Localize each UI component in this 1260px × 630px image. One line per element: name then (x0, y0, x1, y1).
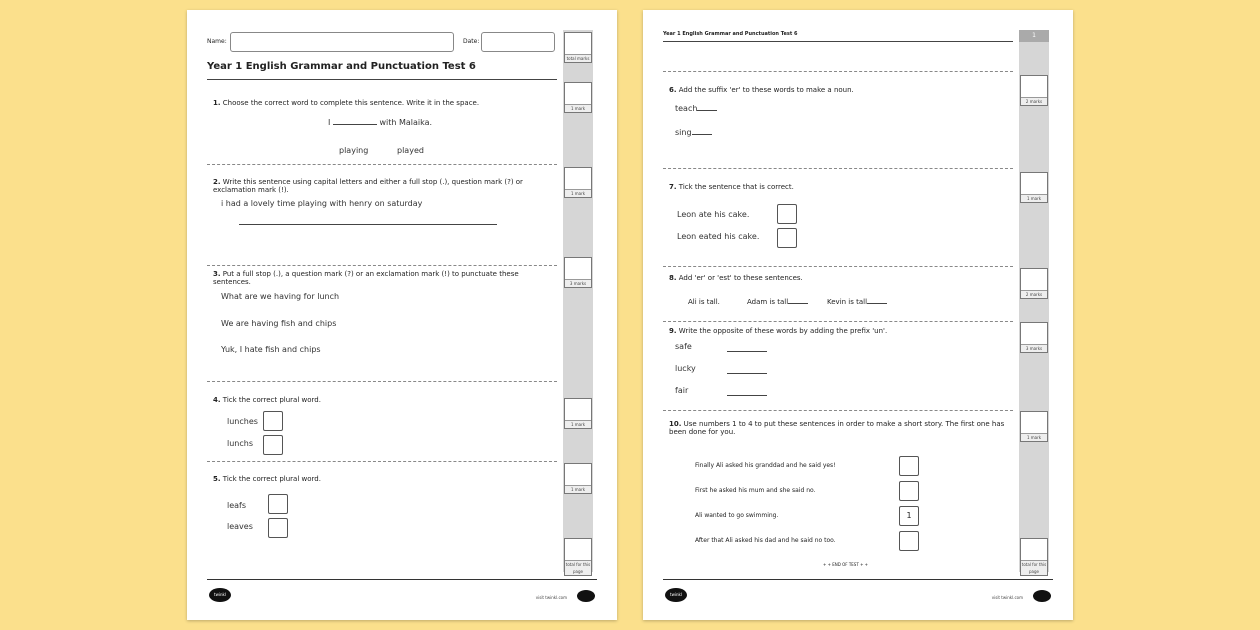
marks-sidebar (1019, 30, 1049, 572)
end-of-test-label: + + END OF TEST + + (823, 562, 869, 567)
footer-rule (207, 579, 597, 580)
footer-url: visit twinkl.com (991, 595, 1023, 600)
page-header: Year 1 English Grammar and Punctuation Test 6 (663, 31, 798, 37)
q3-sentence-1: What are we having for lunch (221, 292, 340, 301)
q8-sentence-1: Ali is tall. (688, 298, 720, 306)
twinkl-logo: twinkl (665, 588, 687, 602)
q7-marks-box[interactable]: 1 mark (1020, 172, 1048, 203)
q10-order-box-2[interactable] (899, 481, 919, 501)
q6-answer-line-1[interactable] (697, 110, 717, 111)
q1-marks-box[interactable]: 1 mark (564, 82, 592, 113)
q5-option-leaves: leaves (227, 522, 253, 531)
q2-sentence: i had a lovely time playing with henry on saturday (221, 199, 423, 208)
twinkl-badge-icon (577, 590, 595, 602)
q8-answer-line-3[interactable] (867, 303, 887, 304)
q10-order-box-1[interactable] (899, 456, 919, 476)
q4-option-lunchs: lunchs (227, 439, 253, 448)
q10-order-box-3[interactable]: 1 (899, 506, 919, 526)
q3-prompt: 3. Put a full stop (.), a question mark (?) or an exclamation mark (!) to punctuate these sentences. (213, 270, 519, 286)
page-number-badge: 1 (1019, 30, 1049, 42)
page-total-box[interactable]: total for this page (1020, 538, 1048, 576)
separator (207, 164, 557, 165)
q2-answer-line[interactable] (239, 224, 497, 225)
q10-prompt: 10. Use numbers 1 to 4 to put these sentences in order to make a short story. The first one has been done for you. (669, 420, 1005, 436)
separator (663, 266, 1013, 267)
q8-answer-line-2[interactable] (788, 303, 808, 304)
q7-tick-box-2[interactable] (777, 228, 797, 248)
worksheet-page-1 (187, 10, 617, 620)
q7-tick-box-1[interactable] (777, 204, 797, 224)
q9-marks-box[interactable]: 3 marks (1020, 322, 1048, 353)
worksheet-title: Year 1 English Grammar and Punctuation Test 6 (207, 61, 476, 72)
name-field[interactable] (230, 32, 454, 52)
q4-tick-box-1[interactable] (263, 411, 283, 431)
q5-option-leafs: leafs (227, 501, 247, 510)
separator (663, 71, 1013, 72)
q9-answer-line-1[interactable] (727, 351, 767, 352)
footer-rule (663, 579, 1053, 580)
q2-marks-box[interactable]: 1 mark (564, 167, 592, 198)
q7-option-1: Leon ate his cake. (677, 210, 750, 219)
separator (207, 381, 557, 382)
separator (663, 168, 1013, 169)
q9-word-3: fair (675, 386, 689, 395)
q10-order-box-4[interactable] (899, 531, 919, 551)
q3-sentence-3: Yuk, I hate fish and chips (221, 345, 321, 354)
q8-marks-box[interactable]: 2 marks (1020, 268, 1048, 299)
q9-word-1: safe (675, 342, 692, 351)
q7-prompt: 7. Tick the sentence that is correct. (669, 183, 794, 191)
separator (207, 265, 557, 266)
date-field[interactable] (481, 32, 555, 52)
q6-answer-line-2[interactable] (692, 134, 712, 135)
marks-sidebar (563, 30, 593, 572)
q7-option-2: Leon eated his cake. (677, 232, 760, 241)
q10-sentence-1: Finally Ali asked his granddad and he said yes! (695, 462, 836, 469)
page-total-box[interactable]: total for this page (564, 538, 592, 576)
q8-prompt: 8. Add 'er' or 'est' to these sentences. (669, 274, 803, 282)
q4-option-lunches: lunches (227, 417, 258, 426)
footer-url: visit twinkl.com (535, 595, 567, 600)
q6-marks-box[interactable]: 2 marks (1020, 75, 1048, 106)
q6-prompt: 6. Add the suffix 'er' to these words to make a noun. (669, 86, 854, 94)
q10-marks-box[interactable]: 1 mark (1020, 411, 1048, 442)
q3-marks-box[interactable]: 3 marks (564, 257, 592, 288)
title-rule (207, 79, 557, 80)
q1-sentence: I with Malaika. (328, 118, 433, 127)
separator (207, 461, 557, 462)
header-rule (663, 41, 1013, 42)
q9-answer-line-2[interactable] (727, 373, 767, 374)
q10-sentence-3: Ali wanted to go swimming. (695, 512, 779, 519)
separator (663, 321, 1013, 322)
q1-answer-line[interactable] (333, 124, 377, 125)
q4-marks-box[interactable]: 1 mark (564, 398, 592, 429)
date-label: Date: (463, 38, 480, 45)
q8-sentence-2: Adam is tall (747, 298, 808, 306)
q3-sentence-2: We are having fish and chips (221, 319, 337, 328)
q4-prompt: 4. Tick the correct plural word. (213, 396, 321, 404)
q8-sentence-3: Kevin is tall (827, 298, 887, 306)
total-marks-box[interactable]: total marks (564, 32, 592, 63)
q5-marks-box[interactable]: 1 mark (564, 463, 592, 494)
q1-prompt: 1. Choose the correct word to complete this sentence. Write it in the space. (213, 99, 480, 107)
q5-prompt: 5. Tick the correct plural word. (213, 475, 321, 483)
worksheet-page-2 (643, 10, 1073, 620)
q5-tick-box-2[interactable] (268, 518, 288, 538)
twinkl-badge-icon (1033, 590, 1051, 602)
q9-answer-line-3[interactable] (727, 395, 767, 396)
q1-option-played: played (397, 146, 424, 155)
q9-prompt: 9. Write the opposite of these words by adding the prefix 'un'. (669, 327, 888, 335)
twinkl-logo: twinkl (209, 588, 231, 602)
q2-prompt: 2. Write this sentence using capital letters and either a full stop (.), question mark (?) or exclamation mark (!). (213, 178, 523, 194)
q6-word-2: sing (675, 128, 712, 137)
q10-sentence-2: First he asked his mum and she said no. (695, 487, 816, 494)
name-label: Name: (207, 38, 227, 45)
q1-option-playing: playing (339, 146, 369, 155)
q5-tick-box-1[interactable] (268, 494, 288, 514)
separator (663, 410, 1013, 411)
q10-sentence-4: After that Ali asked his dad and he said no too. (695, 537, 836, 544)
q4-tick-box-2[interactable] (263, 435, 283, 455)
q9-word-2: lucky (675, 364, 696, 373)
q6-word-1: teach (675, 104, 717, 113)
